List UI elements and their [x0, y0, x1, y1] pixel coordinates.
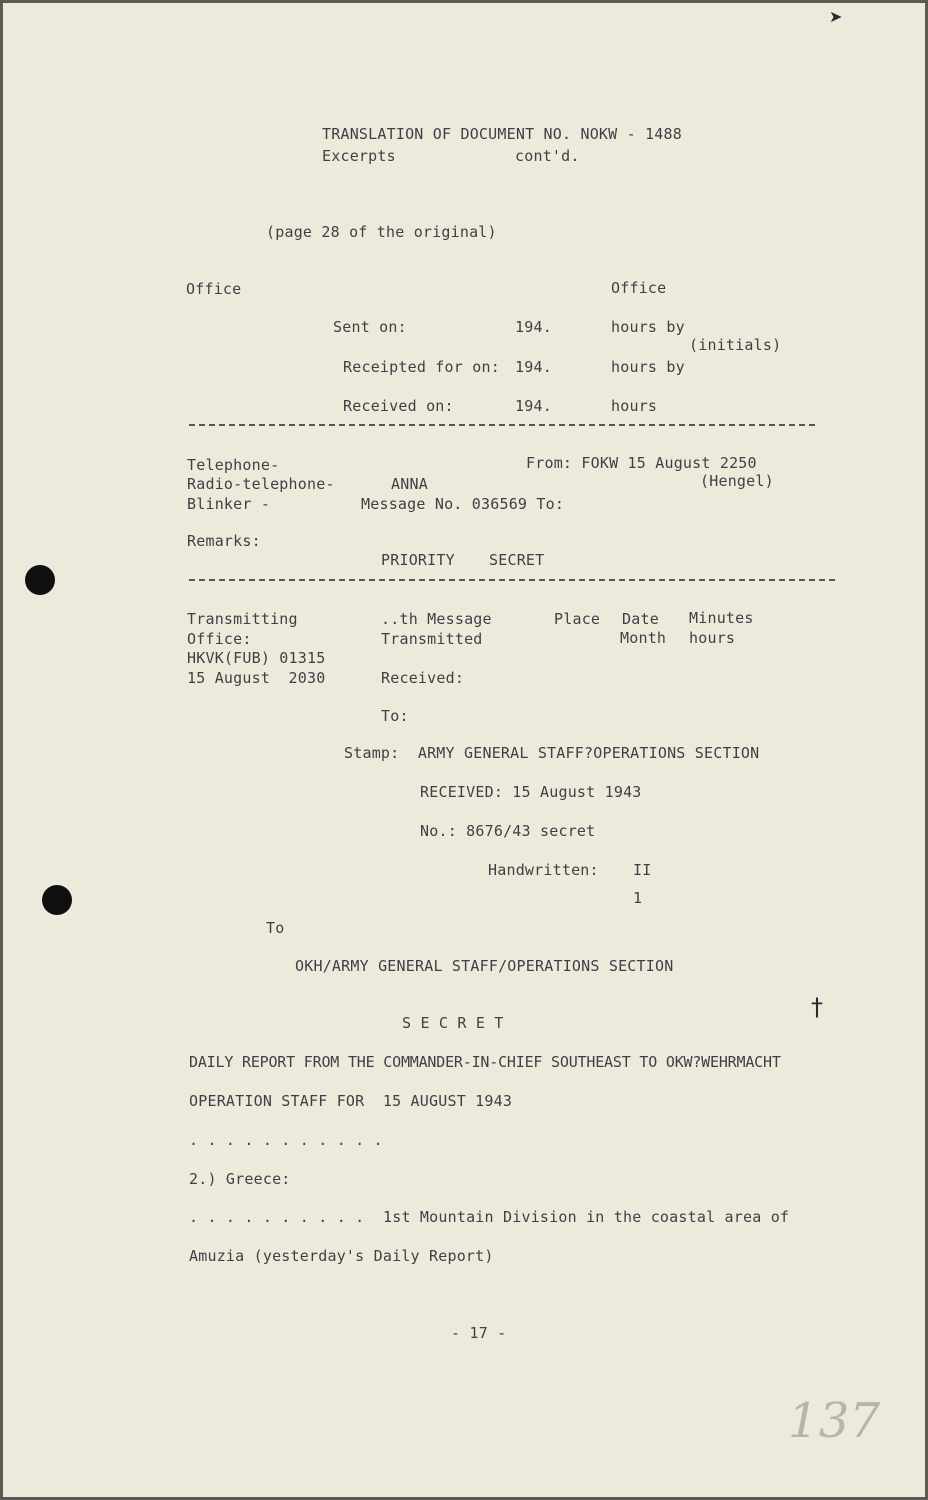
received-label: Received: [381, 669, 465, 687]
document-page [3, 3, 925, 1497]
to-label: To [266, 919, 285, 937]
initials-label: (initials) [689, 336, 782, 354]
stamp-number: No.: 8676/43 secret [420, 822, 596, 840]
hengel-label: (Hengel) [700, 472, 774, 490]
handwritten-value-1: II [633, 861, 652, 879]
secret-heading: S E C R E T [402, 1014, 504, 1032]
hours-by-sent: hours by [611, 318, 685, 336]
receipted-for-on-label: Receipted for on: [343, 358, 500, 376]
amuzia-text: Amuzia (yesterday's Daily Report) [189, 1247, 494, 1265]
office-colon-label: Office: [187, 630, 252, 648]
office-code: HKVK(FUB) 01315 [187, 649, 326, 667]
year-receipted: 194. [515, 358, 552, 376]
document-title: TRANSLATION OF DOCUMENT NO. NOKW - 1488 [322, 125, 682, 143]
transmitting-label: Transmitting [187, 610, 298, 628]
addressee: OKH/ARMY GENERAL STAFF/OPERATIONS SECTION [295, 957, 674, 975]
stamp-received: RECEIVED: 15 August 1943 [420, 783, 642, 801]
punch-hole-top [25, 565, 55, 595]
sent-on-label: Sent on: [333, 318, 407, 336]
handwritten-tick-icon: † [811, 993, 824, 1021]
minutes-label: Minutes [689, 609, 754, 627]
radio-telephone-label: Radio-telephone- [187, 475, 335, 493]
ellipsis-dots-2: . . . . . . . . . . [189, 1208, 365, 1226]
blinker-label: Blinker - [187, 495, 271, 513]
page-number: - 17 - [451, 1324, 507, 1342]
punch-hole-bottom [42, 885, 72, 915]
contd-label: cont'd. [515, 147, 580, 165]
report-line-2: OPERATION STAFF FOR 15 AUGUST 1943 [189, 1092, 513, 1110]
hours-received: hours [611, 397, 658, 415]
year-sent: 194. [515, 318, 552, 336]
report-line-1: DAILY REPORT FROM THE COMMANDER-IN-CHIEF SOUTHEAST TO OKW?WEHRMACHT [189, 1053, 781, 1071]
excerpts-label: Excerpts [322, 147, 396, 165]
place-label: Place [554, 610, 601, 628]
month-label: Month [620, 629, 667, 647]
handwritten-value-2: 1 [633, 889, 643, 907]
separator-line-1 [189, 424, 815, 426]
message-number: Message No. 036569 To: [361, 495, 565, 513]
secret-label: SECRET [489, 551, 545, 569]
office-left-label: Office [186, 280, 242, 298]
separator-line-2 [189, 579, 835, 581]
office-right-label: Office [611, 279, 667, 297]
year-received: 194. [515, 397, 552, 415]
corner-mark-icon: ➤ [829, 7, 843, 26]
pencil-page-number: 137 [788, 1393, 881, 1449]
from-line: From: FOKW 15 August 2250 [526, 454, 757, 472]
th-message-label: ..th Message [381, 610, 492, 628]
telephone-label: Telephone- [187, 456, 280, 474]
hours-label: hours [689, 629, 736, 647]
priority-label: PRIORITY [381, 551, 455, 569]
stamp-line: Stamp: ARMY GENERAL STAFF?OPERATIONS SECTION [344, 744, 760, 762]
ellipsis-dots-1: . . . . . . . . . . . [189, 1131, 383, 1149]
remarks-label: Remarks: [187, 532, 261, 550]
date-label: Date [622, 610, 659, 628]
division-text: 1st Mountain Division in the coastal area of [383, 1208, 790, 1226]
received-on-label: Received on: [343, 397, 454, 415]
greece-heading: 2.) Greece: [189, 1170, 291, 1188]
hours-by-receipted: hours by [611, 358, 685, 376]
handwritten-label: Handwritten: [488, 861, 599, 879]
page-reference: (page 28 of the original) [266, 223, 497, 241]
to-colon-label: To: [381, 707, 409, 725]
transmit-date-time: 15 August 2030 [187, 669, 326, 687]
anna-label: ANNA [391, 475, 428, 493]
transmitted-label: Transmitted [381, 630, 483, 648]
